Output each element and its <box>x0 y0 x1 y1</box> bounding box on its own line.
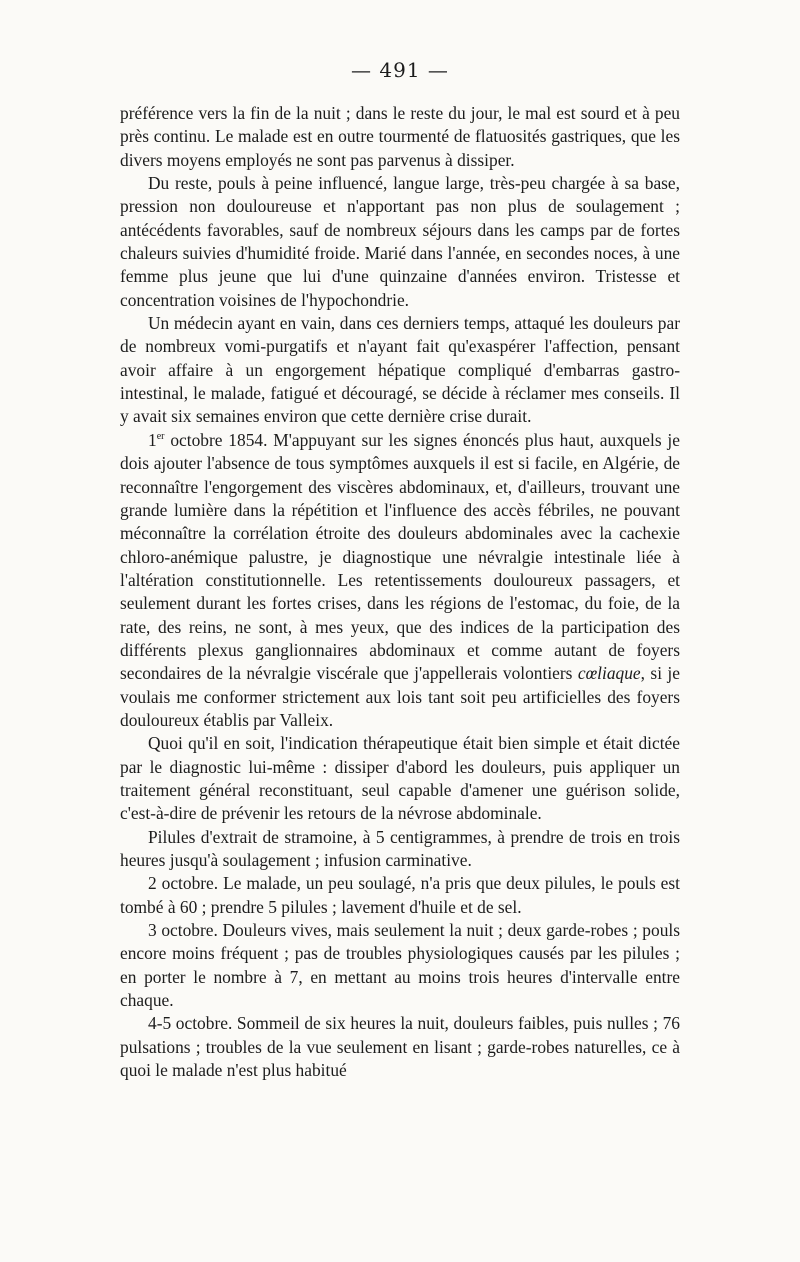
paragraph <box>120 919 680 1012</box>
paragraph: préférence vers la fin de la nuit ; dans le reste du jour, le mal est sourd et à peu près continu. Le malade est en outre tourmenté de flatuosités gastriques, que les divers moyens employés ne sont pas parvenus à dissiper. <box>120 103 680 170</box>
body-text <box>120 102 680 1082</box>
entry-date: 3 octobre. <box>148 920 218 941</box>
paragraph: Du reste, pouls à peine influencé, langue large, très-peu chargée à sa base, pression non douloureuse et n'apportant pas non plus de soulagement ; antécédents favorables, sauf de nombreux séjours dans les camps par de fortes chaleurs suivies d'humidité froide. Marié dans l'année, en secondes noces, à une femme plus jeune que lui d'une quinzaine d'années environ. Tristesse et concentration voisines de l'hypochondrie. <box>120 173 680 310</box>
italic-term: cœliaque <box>577 663 641 684</box>
entry-date-superscript: er <box>156 431 165 443</box>
entry-text: Douleurs vives, mais seulement la nuit ; deux garde-robes ; pouls encore moins fréquent ; pas de troubles physiologiques causés par les pilules ; en porter le nombre à 7, en mettant au moins trois heures d'intervalle entre chaque. <box>120 920 680 1011</box>
page-number: — 491 — <box>351 58 449 82</box>
paragraph <box>120 1012 680 1082</box>
entry-text-continued: , si je voulais me conformer strictement aux lois tant soit peu artificielles des foyers douloureux établis par Valleix. <box>120 663 680 730</box>
entry-date: octobre 1854. <box>164 429 268 450</box>
paragraph <box>120 429 680 732</box>
paragraph <box>120 872 680 919</box>
paragraph: Un médecin ayant en vain, dans ces derniers temps, attaqué les douleurs par de nombreux vomi-purgatifs et n'ayant fait qu'exaspérer l'affection, pensant avoir affaire à un engorgement hépatique compliqué d'embarras gastro-intestinal, le malade, fatigué et découragé, se décide à réclamer mes conseils. Il y avait six semaines environ que cette dernière crise durait. <box>120 313 680 427</box>
entry-text: Le malade, un peu soulagé, n'a pris que deux pilules, le pouls est tombé à 60 ; prendre 5 pilules ; lavement d'huile et de sel. <box>120 873 680 917</box>
entry-date: 4-5 octobre. <box>148 1013 233 1034</box>
entry-text: Sommeil de six heures la nuit, douleurs faibles, puis nulles ; 76 pulsations ; troubles de la vue seulement en lisant ; garde-robes naturelles, ce à quoi le malade n'est plus habitué <box>120 1013 680 1081</box>
entry-text: M'appuyant sur les signes énoncés plus haut, auxquels je dois ajouter l'absence de tous symptômes auxquels il est si facile, en Algérie, de reconnaître l'engorgement des viscères abdominaux, et, d'ailleurs, trouvant une grande lumière dans la répétition et l'influence des accès fébriles, ne pouvant méconnaître la corrélation étroite des douleurs abdominales avec la cachexie chloro-anémique palustre, je diagnostique une névralgie intestinale liée à l'altération constitutionnelle. Les retentissements douloureux passagers, et seulement durant les fortes crises, dans les régions de l'estomac, du foie, de la rate, des reins, ne sont, à mes yeux, que des indices de la participation des différents plexus ganglionnaires abdominaux et comme autant de foyers secondaires de la névralgie viscérale que j'appellerais volontiers <box>120 429 680 684</box>
entry-date-number: 1 <box>148 429 157 450</box>
paragraph: Quoi qu'il en soit, l'indication thérapeutique était bien simple et était dictée par le diagnostic lui-même : dissiper d'abord les douleurs, puis appliquer un traitement général reconstituant, seul capable d'amener une guérison solide, c'est-à-dire de prévenir les retours de la névrose abdominale. <box>120 733 680 824</box>
entry-date: 2 octobre. <box>148 873 219 894</box>
paragraph: Pilules d'extrait de stramoine, à 5 centigrammes, à prendre de trois en trois heures jusqu'à soulagement ; infusion carminative. <box>120 826 680 870</box>
